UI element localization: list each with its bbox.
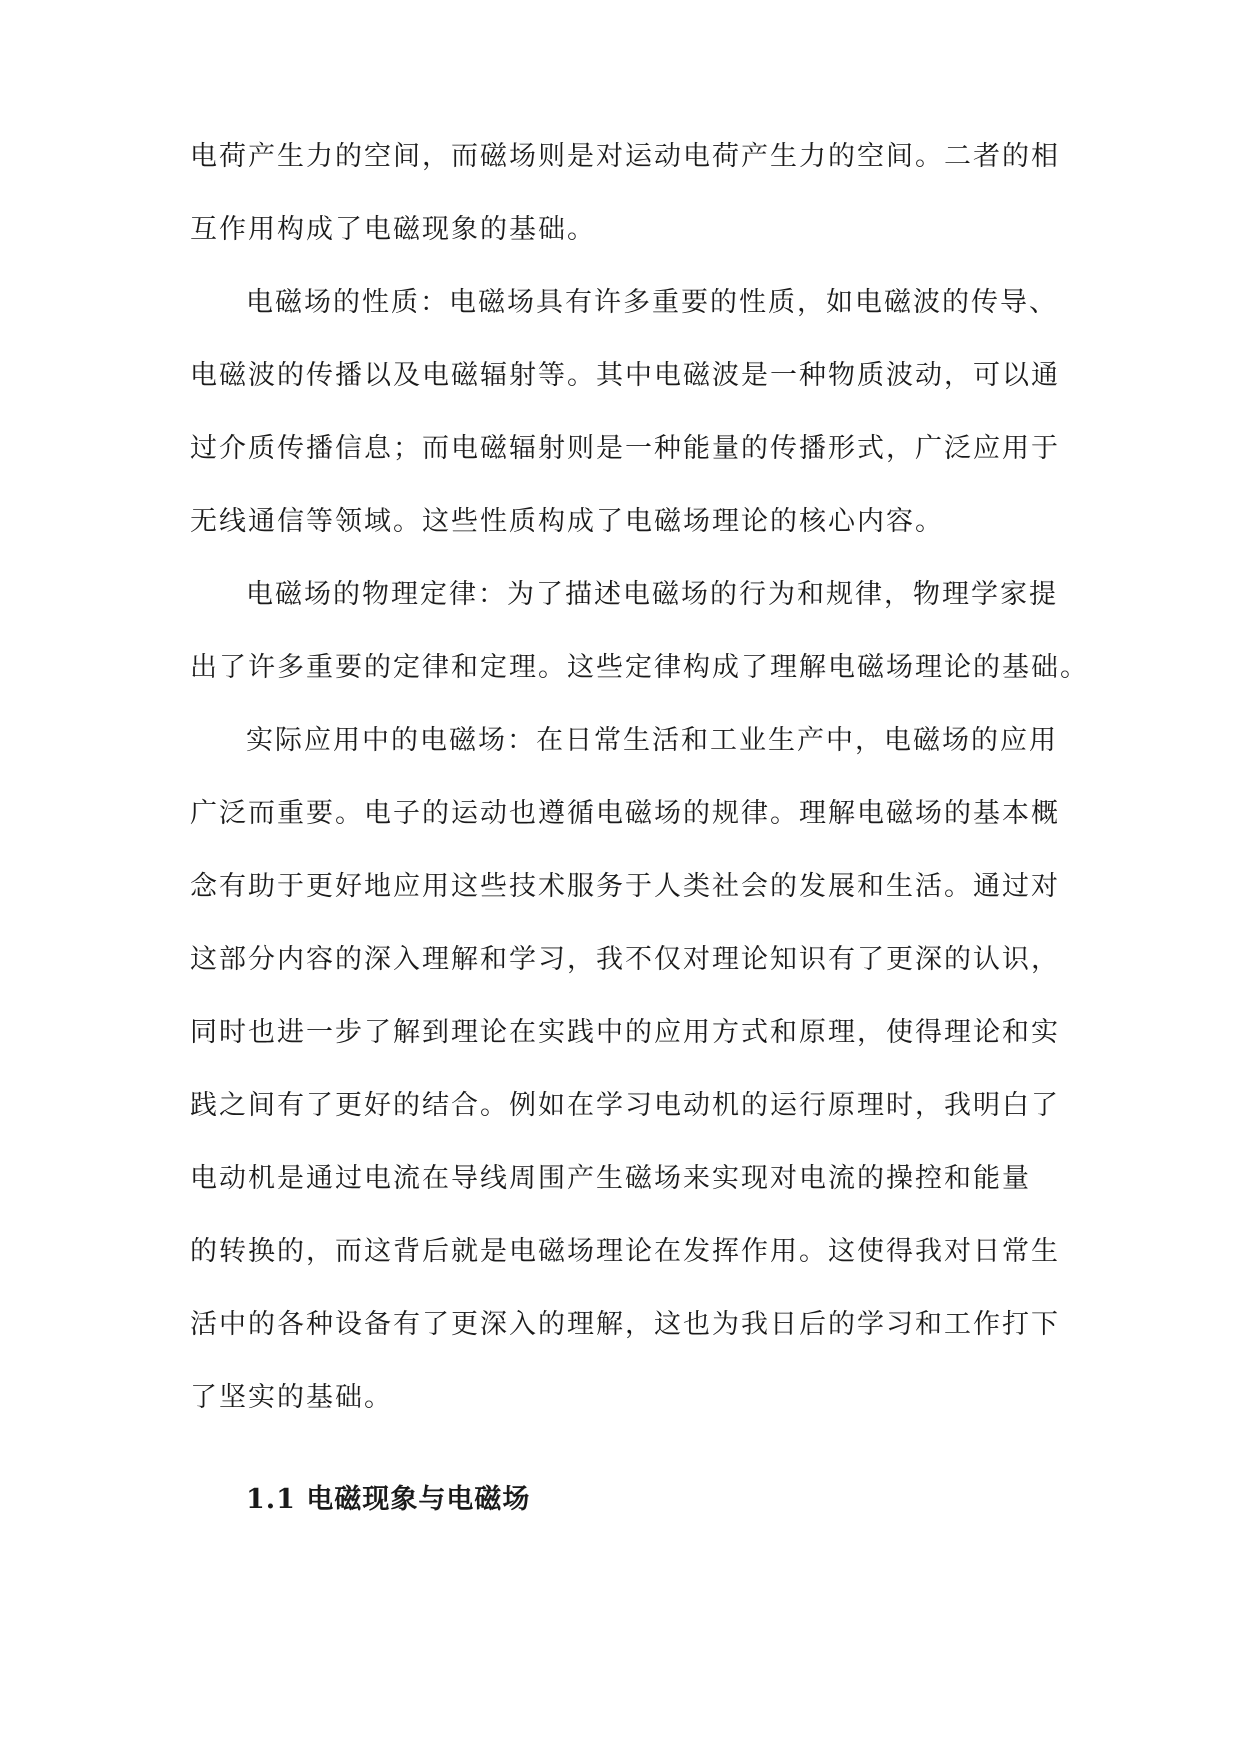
body-text-line: 这部分内容的深入理解和学习，我不仅对理论知识有了更深的认识， <box>190 944 1060 975</box>
body-text-line: 同时也进一步了解到理论在实践中的应用方式和原理，使得理论和实 <box>190 1017 1060 1048</box>
section-heading: 1.1 电磁现象与电磁场 <box>246 1484 531 1515</box>
body-text-line: 互作用构成了电磁现象的基础。 <box>190 214 596 245</box>
body-text-line: 过介质传播信息；而电磁辐射则是一种能量的传播形式，广泛应用于 <box>190 433 1060 464</box>
body-text-line: 电磁场的性质：电磁场具有许多重要的性质，如电磁波的传导、 <box>246 287 1058 318</box>
body-text-line: 电磁波的传播以及电磁辐射等。其中电磁波是一种物质波动，可以通 <box>190 360 1060 391</box>
body-text-line: 出了许多重要的定律和定理。这些定律构成了理解电磁场理论的基础。 <box>190 652 1089 683</box>
body-text-line: 实际应用中的电磁场：在日常生活和工业生产中，电磁场的应用 <box>246 725 1058 756</box>
body-text-line: 了坚实的基础。 <box>190 1382 393 1413</box>
body-text-line: 活中的各种设备有了更深入的理解，这也为我日后的学习和工作打下 <box>190 1309 1060 1340</box>
body-text-line: 电磁场的物理定律：为了描述电磁场的行为和规律，物理学家提 <box>246 579 1058 610</box>
body-text-line: 的转换的，而这背后就是电磁场理论在发挥作用。这使得我对日常生 <box>190 1236 1060 1267</box>
body-text-line: 电荷产生力的空间，而磁场则是对运动电荷产生力的空间。二者的相 <box>190 141 1060 172</box>
body-text-line: 电动机是通过电流在导线周围产生磁场来实现对电流的操控和能量 <box>190 1163 1031 1194</box>
body-text-line: 广泛而重要。电子的运动也遵循电磁场的规律。理解电磁场的基本概 <box>190 798 1060 829</box>
body-text-line: 念有助于更好地应用这些技术服务于人类社会的发展和生活。通过对 <box>190 871 1060 902</box>
body-text-line: 践之间有了更好的结合。例如在学习电动机的运行原理时，我明白了 <box>190 1090 1060 1121</box>
body-text-line: 无线通信等领域。这些性质构成了电磁场理论的核心内容。 <box>190 506 944 537</box>
